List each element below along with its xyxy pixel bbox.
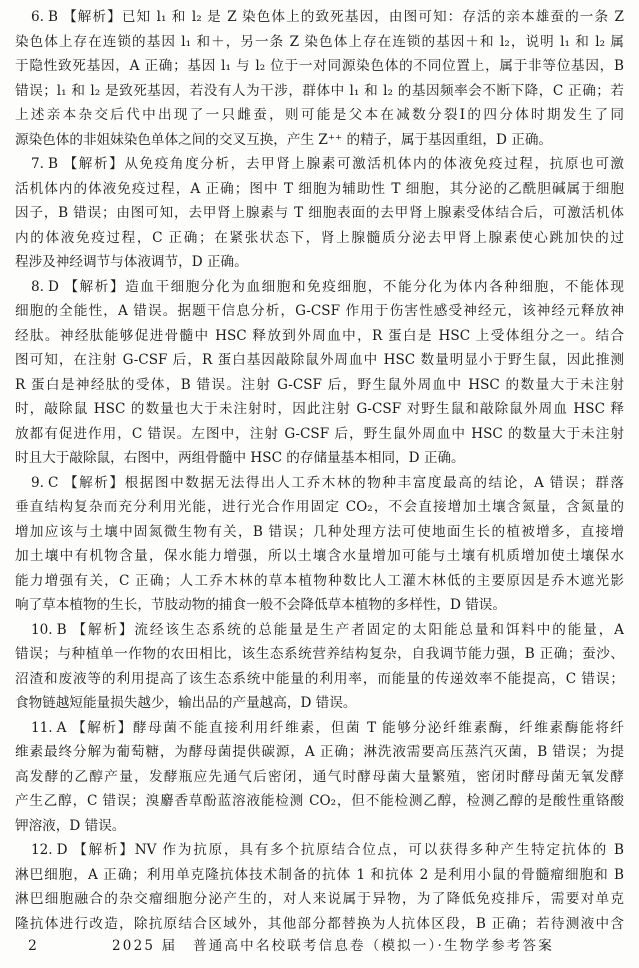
item-number: 11. [31, 719, 53, 736]
text-line [15, 471, 624, 496]
text-line: 放都有促进作用，C 错误。左图中，注射 G-CSF 后，野生鼠外周血中 HSC 的数量大于未注射 [15, 425, 624, 442]
item-number: 9. [31, 474, 44, 491]
analysis-tag: 【解析】 [70, 719, 133, 736]
text-line: 沼渣和废液等的利用提高了该生态系统中能量的利用率，而能量的传递效率不能提高，C 错误； [15, 670, 624, 687]
answer-item-9 [15, 471, 624, 618]
answer-choice: D [47, 278, 59, 295]
text-line: 钾溶液，D 错误。 [15, 817, 126, 834]
answer-item-12 [15, 838, 624, 936]
text-line: 加土壤中有机物含量，保水能力增强，所以土壤含水量增加可能与土壤有机质增加使土壤保水 [15, 548, 624, 564]
text-line [15, 716, 624, 741]
line-text: 已知 l₁ 和 l₂ 是 Z 染色体上的致死基因，由图可知：存活的亲本雄蚕的一条 Z [121, 9, 624, 25]
text-line: 高发酵的乙醇产量，发酵瓶应先通气后密闭，通气时酵母菌大量繁殖，密闭时酵母菌无氧发酵 [15, 768, 624, 785]
answer-item-10 [15, 618, 624, 716]
text-line: 能力增强有关，C 正确；人工乔木林的草本植物种数比人工灌木林低的主要原因是乔木遮光影 [15, 572, 624, 589]
text-line [15, 275, 624, 300]
line-text: 酵母菌不能直接利用纤维素，但菌 T 能够分泌纤维素酶，纤维素酶能将纤 [132, 719, 624, 736]
line-text: 从免疫角度分析，去甲肾上腺素可激活机体内的体液免疫过程，抗原也可激 [124, 156, 625, 172]
answer-choice: B [47, 9, 58, 25]
text-line: 错误；与种植单一作物的农田相比，该生态系统营养结构复杂，自我调节能力强，B 正确；蚕沙、 [15, 646, 624, 662]
text-line [15, 618, 624, 643]
text-line [15, 838, 624, 863]
line-text: 流经该生态系统的总能量是生产者固定的太阳能总量和饵料中的能量，A [134, 621, 624, 638]
line-text: NV 作为抗原，具有多个抗原结合位点，可以获得多种产生特定抗体的 B [134, 842, 625, 858]
footer-title: 2025 届 普通高中名校联考信息卷（模拟一）·生物学参考答案 [112, 938, 554, 954]
text-line: 隆抗体进行改造，除抗原结合区域外，其他部分都替换为人抗体区段，B 正确；若待测液中含 [15, 915, 624, 932]
line-text: 造血干细胞分化为血细胞和免疫细胞，不能分化为体内各种细胞，不能体现 [125, 278, 625, 295]
text-line: 时且大于敲除鼠，右图中，两组骨髓中 HSC 的存储量基本相同，D 正确。 [15, 450, 465, 466]
answer-item-7 [15, 152, 624, 275]
page-number: 2 [28, 938, 37, 954]
text-line: 上述亲本杂交后代中出现了一只雌蚕，则可能是父本在减数分裂Ⅰ的四分体时期发生了同 [15, 107, 624, 123]
text-line: 程涉及神经调节与体液调节，D 正确。 [15, 254, 248, 270]
text-line: 淋巴细胞，A 正确；利用单克隆抗体技术制备的抗体 1 和抗体 2 是利用小鼠的骨髓瘤细胞和 B [15, 866, 624, 883]
answer-item-8 [15, 275, 624, 471]
text-line: 时，敲除鼠 HSC 的数量也大于未注射时，因此注射 G-CSF 对野生鼠和敲除鼠外周血 HSC 释 [15, 401, 624, 417]
text-line: 响了草本植物的生长，节肢动物的捕食一般不会降低草本植物的多样性，D 错误。 [15, 597, 506, 613]
text-line: 增加应该与土壤中固氮微生物有关，B 错误；几种处理方法可使地面生长的植被增多，直接增 [15, 523, 624, 540]
item-number: 7. [31, 156, 44, 172]
analysis-tag: 【解析】 [71, 842, 135, 858]
answer-choice: D [56, 842, 68, 858]
text-line: 产生乙醇，C 错误；溴麝香草酚蓝溶液能检测 CO₂，但不能检测乙醇，检测乙醇的是酸性重铬酸 [15, 793, 624, 809]
analysis-tag: 【解析】 [62, 278, 126, 295]
text-line: 经肽。神经肽能够促进骨髓中 HSC 释放到外周血中，R 蛋白是 HSC 上受体组分之一。结合 [15, 327, 624, 344]
line-text: 根据图中数据无法得出人工乔木林的物种丰富度最高的结论，A 错误；群落 [124, 474, 625, 491]
answer-choice: B [47, 156, 58, 172]
item-number: 8. [31, 278, 44, 295]
text-line: R 蛋白是神经肽的受体，B 错误。注射 G-CSF 后，野生鼠外周血中 HSC 的数量大于未注射 [15, 376, 624, 393]
text-line: 垂直结构复杂而充分利用光能，进行光合作用固定 CO₂，不会直接增加土壤含氮量，含氮量的 [15, 499, 624, 515]
text-line: 细胞的全能性，A 错误。据题干信息分析，G-CSF 作用于伤害性感受神经元，该神经元释放神 [15, 303, 624, 319]
text-line: 内的体液免疫过程，C 正确；在紧张状态下，肾上腺髓质分泌去甲肾上腺素使心跳加快的过 [15, 229, 624, 246]
answer-choice: C [47, 474, 59, 491]
text-line: 因子，B 错误；由图可知，去甲肾上腺素与 T 细胞表面的去甲肾上腺素受体结合后，可激活机体 [15, 205, 624, 221]
answer-choice: A [56, 719, 67, 736]
text-line: 错误；l₁ 和 l₂ 是致死基因，若没有人为干涉，群体中 l₁ 和 l₂ 的基因频率会不断下降，C 正确；若 [15, 82, 624, 99]
analysis-tag: 【解析】 [61, 156, 125, 172]
text-line: 源染色体的非姐妹染色单体之间的交叉互换，产生 Z⁺⁺ 的精子，属于基因重组，D 正确。 [15, 131, 553, 148]
answer-choice: B [56, 621, 67, 638]
analysis-tag: 【解析】 [61, 9, 122, 25]
text-line: 维素最终分解为葡萄糖，为酵母菌提供碳源，A 正确；淋洗液需要高压蒸汽灭菌，B 错误；为提 [15, 744, 624, 760]
text-line [15, 5, 624, 30]
answer-item-6 [15, 5, 624, 152]
text-line: 染色体上存在连锁的基因 l₁ 和＋，另一条 Z 染色体上存在连锁的基因＋和 l₂，说明 l₁ 和 l₂ 属 [15, 33, 624, 50]
text-line: 活机体内的体液免疫过程，A 正确；图中 T 细胞为辅助性 T 细胞，其分泌的乙酰胆碱属于细胞 [15, 180, 624, 197]
analysis-tag: 【解析】 [62, 474, 125, 491]
text-line: 淋巴细胞融合的杂交瘤细胞分泌产生的，对人来说属于异物，为了降低免疫排斥，需要对单克 [15, 891, 624, 907]
item-number: 10. [31, 621, 53, 638]
text-line: 图可知，在注射 G-CSF 后，R 蛋白基因敲除鼠外周血中 HSC 数量明显小于野生鼠，因此推测 [15, 352, 624, 368]
answer-key-body [15, 5, 624, 936]
text-line: 食物链越短能量损失越少，输出品的产量越高，D 错误。 [15, 695, 357, 711]
item-number: 6. [31, 9, 44, 25]
item-number: 12. [31, 842, 53, 858]
text-line: 于隐性致死基因，A 正确；基因 l₁ 与 l₂ 位于一对同源染色体的不同位置上，属于非等位基因，B [15, 58, 624, 74]
text-line [15, 152, 624, 177]
answer-item-11 [15, 716, 624, 839]
analysis-tag: 【解析】 [70, 621, 135, 638]
